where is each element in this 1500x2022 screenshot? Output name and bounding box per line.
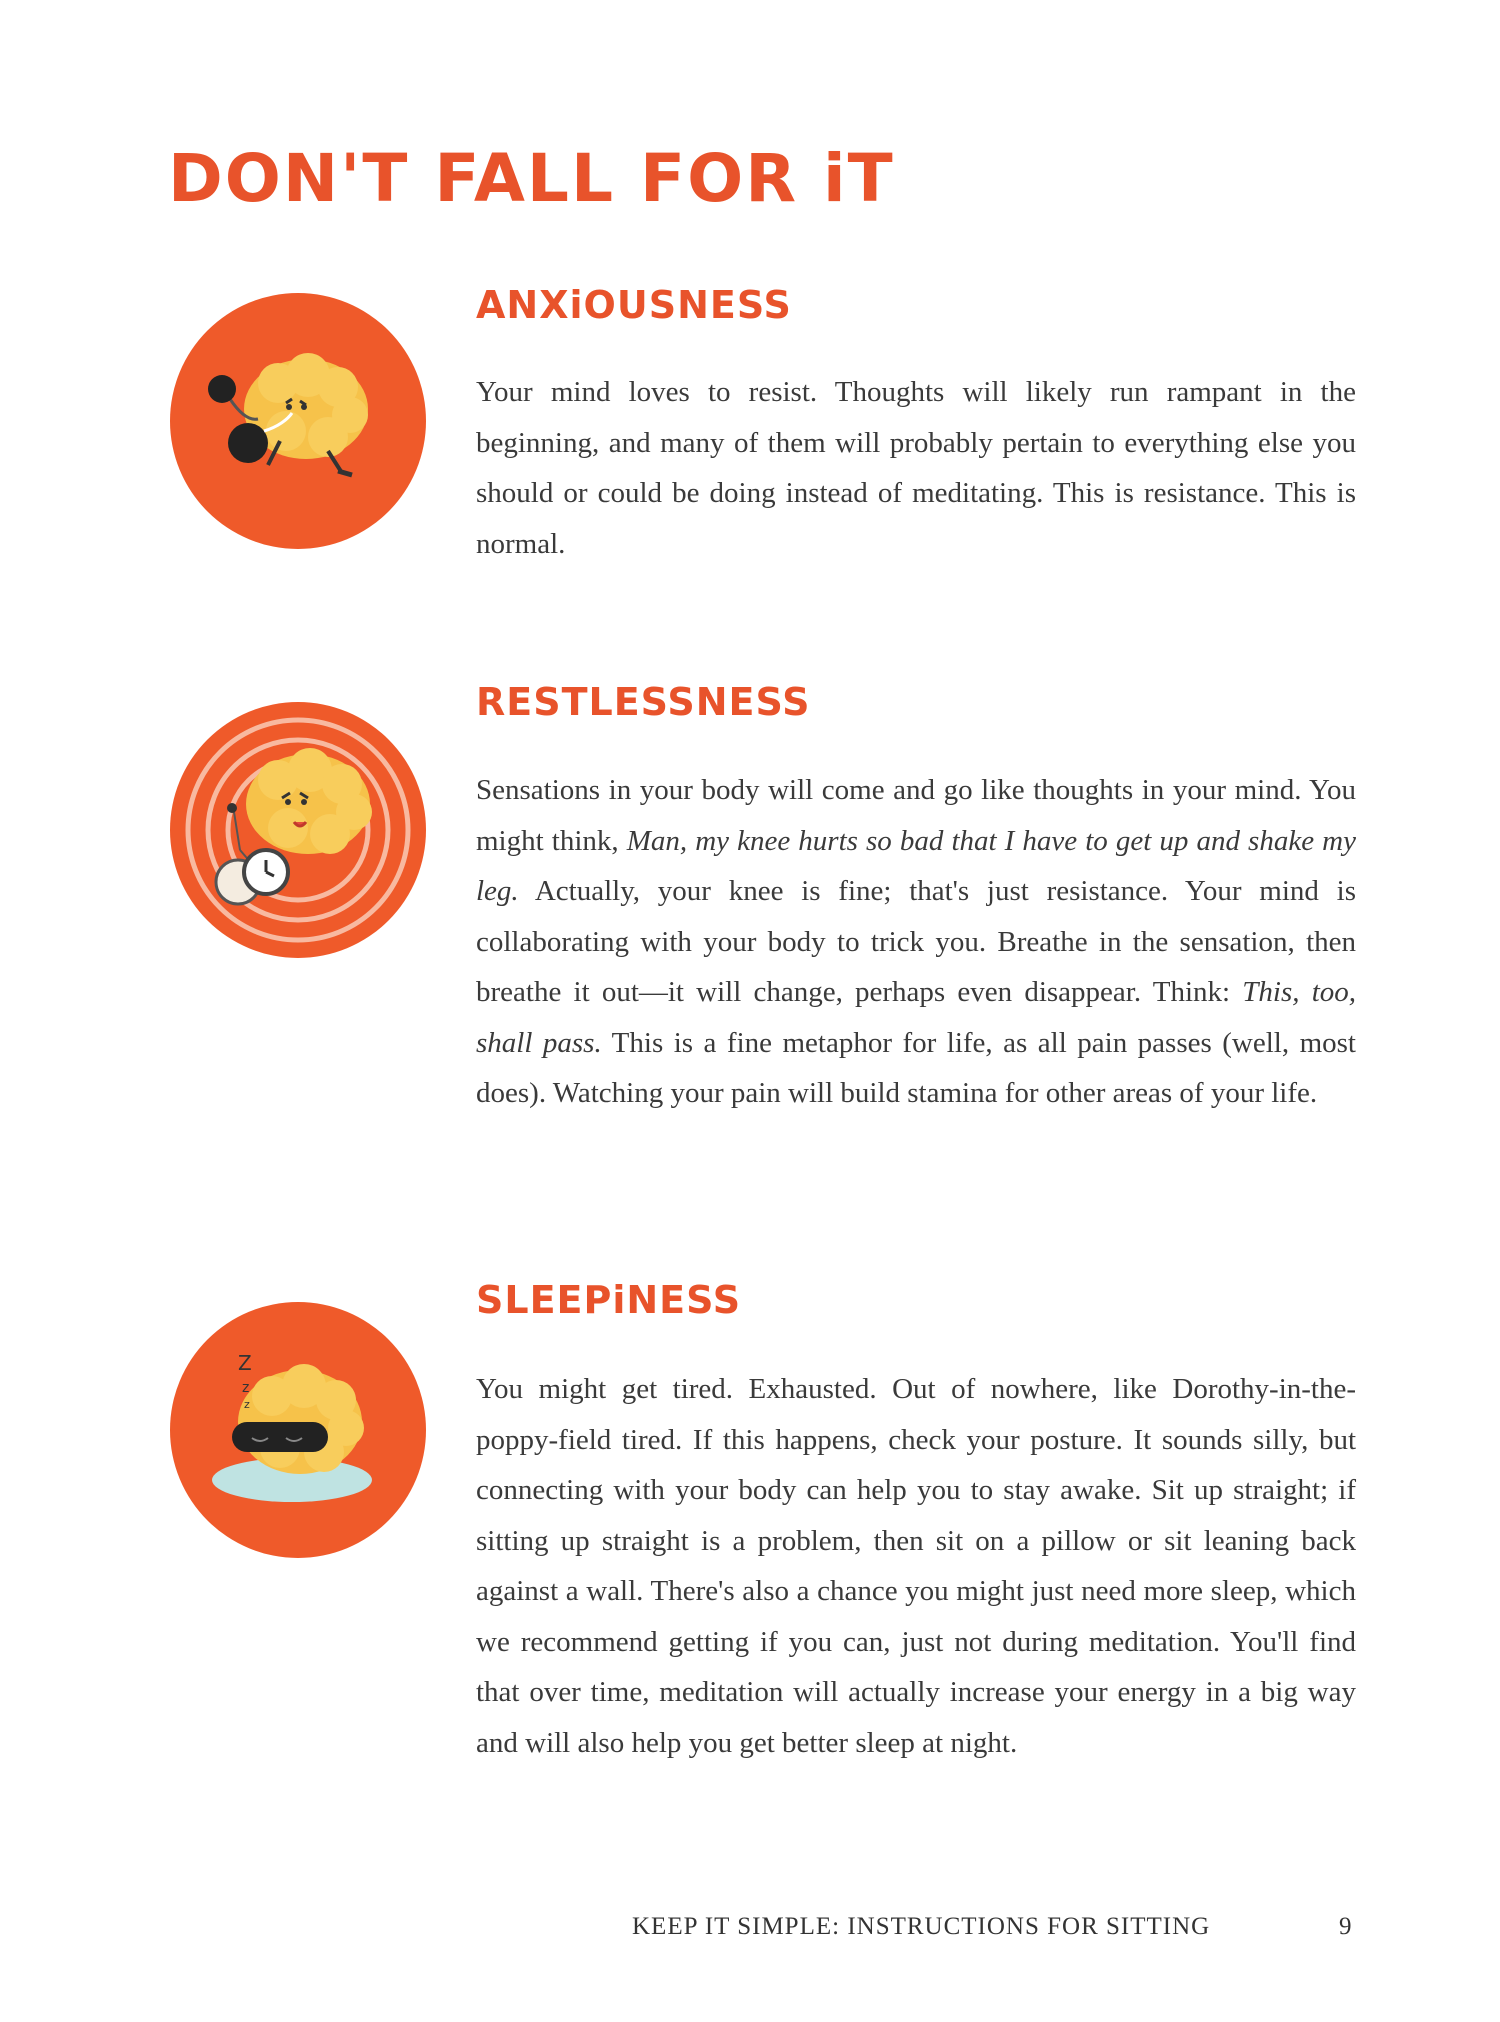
- running-head: KEEP IT SIMPLE: INSTRUCTIONS FOR SITTING: [632, 1913, 1211, 1940]
- brain-with-ball-and-chain-icon: [168, 291, 428, 551]
- section-heading: RESTLESSNESS: [476, 680, 811, 724]
- section-heading: ANXiOUSNESS: [476, 283, 792, 327]
- section-body: You might get tired. Exhausted. Out of nowhere, like Dorothy-in-the-poppy-field tired. If this happens, check your posture. It sounds silly, but connecting with your body can help you to stay awake. Sit up straight; if sitting up straight is a problem, then sit on a pillow or sit leaning back against a wall. There's also a chance you might just need more sleep, which we recommend getting if you can, just not during meditation. You'll find that over time, meditation will actually increase your energy in a big way and will also help you get better sleep at night.: [476, 1373, 1356, 1759]
- section-body: Your mind loves to resist. Thoughts will likely run rampant in the beginning, and many of them will probably pertain to everything else you should or could be doing instead of meditating. This is resistance. This is normal.: [476, 376, 1356, 560]
- section-heading: SLEEPiNESS: [476, 1278, 742, 1322]
- svg-text:z: z: [242, 1380, 250, 1396]
- sleeping-brain-with-eye-mask-icon: [168, 1300, 428, 1560]
- section-body: Sensations in your body will come and go like thoughts in your mind. You might think, Man, my knee hurts so bad that I have to get up and shake my leg. Actually, your knee is fine; that's just resistance. Your mind is collaborating with your body to trick you. Breathe in the sensation, then breathe it out—it will change, perhaps even disappear. Think: This, too, shall pass. This is a fine metaphor for life, as all pain passes (well, most does). Watching your pain will build stamina for other areas of your life.: [476, 774, 1356, 1109]
- brain-with-pocket-watch-icon: [168, 700, 428, 960]
- svg-text:Z: Z: [238, 1351, 252, 1375]
- page-number: 9: [1339, 1913, 1352, 1940]
- page-title: DON'T FALL FOR iT: [168, 140, 895, 217]
- svg-text:z: z: [244, 1398, 250, 1411]
